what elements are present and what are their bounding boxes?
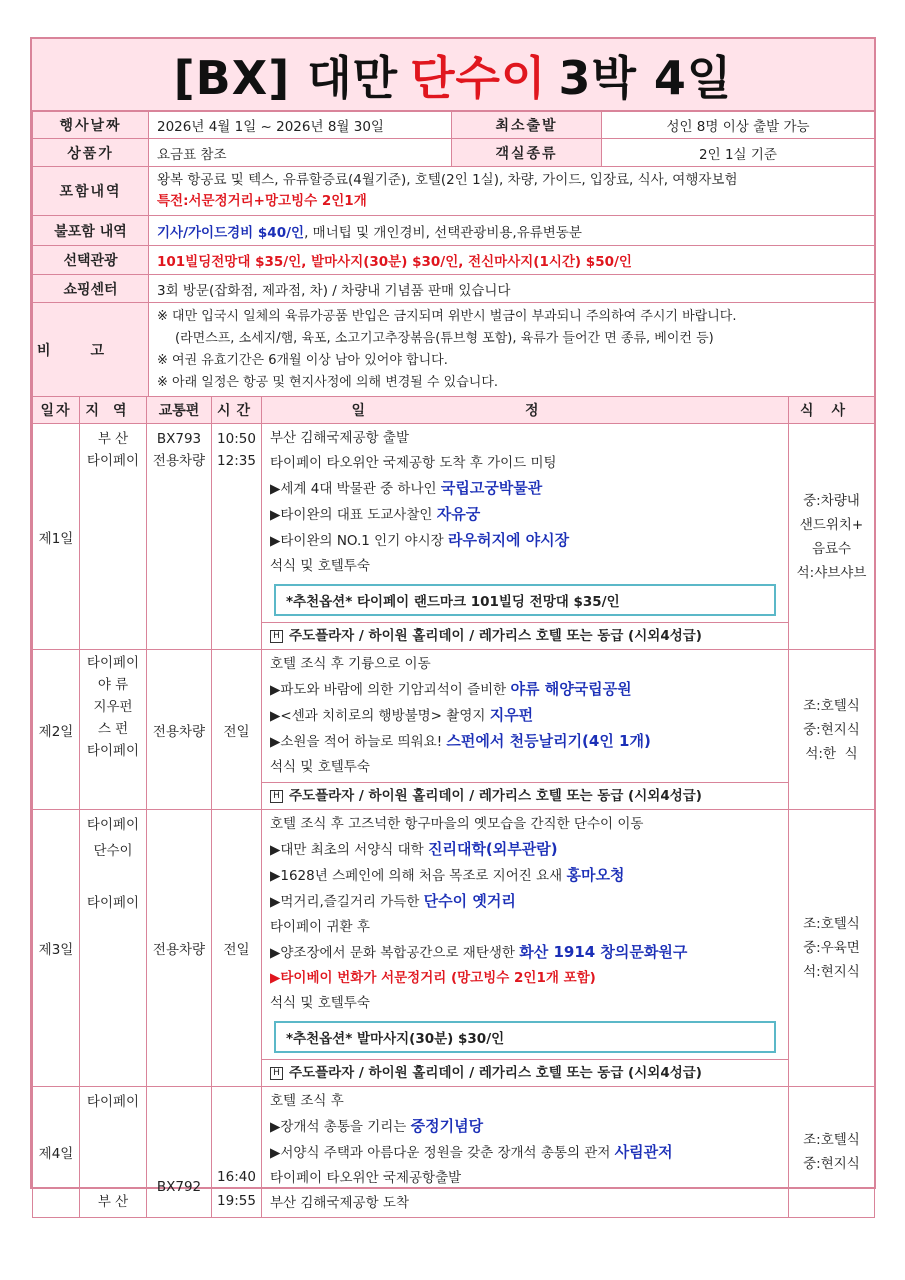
plan-line: 호텔 조식 후 xyxy=(270,1093,344,1109)
min-depart-label: 최소출발 xyxy=(452,112,602,139)
region: 부 산 xyxy=(97,1194,129,1210)
day3-time: 전일 xyxy=(212,810,262,1087)
plan-line: ▶파도와 바람에 의한 기암괴석이 즐비한 야류 해양국립공원 xyxy=(270,680,632,698)
day3-meals: 조:호텔식 중:우육면 석:현지식 xyxy=(789,810,875,1087)
title-prefix: [BX] 대만 xyxy=(173,50,399,105)
date-label: 행사날짜 xyxy=(33,112,149,139)
highlight-place: 중정기념당 xyxy=(410,1117,484,1135)
title-suffix: 3박 4일 xyxy=(558,50,733,105)
schedule-table xyxy=(32,396,875,1218)
price-value: 요금표 참조 xyxy=(149,139,452,167)
notes-label: 비고 xyxy=(33,303,149,398)
note-line: ※ 여권 유효기간은 6개월 이상 남아 있어야 합니다. xyxy=(157,353,448,368)
plan-line: ▶먹거리,즐길거리 가득한 단수이 옛거리 xyxy=(270,892,516,910)
header-region: 지역 xyxy=(80,397,147,424)
day1-meals: 중:차량내 샌드위치+ 음료수 석:샤브샤브 xyxy=(789,424,875,650)
shopping-value: 3회 방문(잡화점, 제과점, 차) / 차량내 기념품 판매 있습니다 xyxy=(149,275,875,303)
price-label: 상품가 xyxy=(33,139,149,167)
included-line: 왕복 항공료 및 텍스, 유류할증료(4월기준), 호텔(2인 1실), 차량, 가이드, 입장료, 식사, 여행자보험 xyxy=(157,172,738,188)
header-transport: 교통편 xyxy=(147,397,212,424)
hotel-line: H 주도플라자 / 하이원 홀리데이 / 레가리스 호텔 또는 동급 (시외4성급) xyxy=(262,782,788,809)
info-row-excluded xyxy=(33,216,875,246)
region: 타이페이 xyxy=(86,743,140,759)
hotel-icon: H xyxy=(270,790,283,803)
day2-regions xyxy=(80,650,147,810)
options-value: 101빌딩전망대 $35/인, 발마사지(30분) $30/인, 전신마사지(1시간) $50/인 xyxy=(149,246,875,275)
info-row-shopping xyxy=(33,275,875,303)
day4-meals: 조:호텔식 중:현지식 xyxy=(789,1087,875,1218)
min-depart-value: 성인 8명 이상 출발 가능 xyxy=(602,112,875,139)
region: 야 류 xyxy=(97,677,129,693)
plan-line: ▶대만 최초의 서양식 대학 진리대학(외부관람) xyxy=(270,840,558,858)
plan-line: ▶세계 4대 박물관 중 하나인 국립고궁박물관 xyxy=(270,479,543,497)
region: 스 펀 xyxy=(97,721,129,737)
day2-label: 제2일 xyxy=(33,650,80,810)
highlight-place: 단수이 옛거리 xyxy=(423,892,516,910)
hotel-icon: H xyxy=(270,630,283,643)
header-day: 일자 xyxy=(33,397,80,424)
region: 단수이 xyxy=(93,843,133,859)
excluded-label: 불포함 내역 xyxy=(33,216,149,246)
info-row-included xyxy=(33,167,875,216)
plan-line: ▶장개석 총통을 기리는 중정기념당 xyxy=(270,1117,484,1135)
day4-transport: BX792 xyxy=(147,1087,212,1218)
included-benefit: 특전:서문정거리+망고빙수 2인1개 xyxy=(157,193,367,209)
highlight-place: 자유궁 xyxy=(436,505,481,523)
plan-line: 호텔 조식 후 고즈넉한 항구마을의 옛모습을 간직한 단수이 이동 xyxy=(270,816,644,832)
day1-label: 제1일 xyxy=(33,424,80,650)
day4-plan xyxy=(262,1087,789,1218)
info-row-date xyxy=(33,112,875,139)
day4-regions xyxy=(80,1087,147,1218)
title-highlight: 단수이 xyxy=(410,50,547,105)
highlight-place: 화산 1914 창의문화원구 xyxy=(519,943,688,961)
plan-line: ▶1628년 스페인에 의해 처음 목조로 지어진 요새 홍마오청 xyxy=(270,866,625,884)
header-plan: 일정 xyxy=(262,397,789,424)
plan-line: ▶소원을 적어 하늘로 띄워요! 스펀에서 천등날리기(4인 1개) xyxy=(270,732,651,750)
options-label: 선택관광 xyxy=(33,246,149,275)
time: 10:50 xyxy=(217,431,256,447)
excluded-guide-fee: 기사/가이드경비 $40/인 xyxy=(157,224,305,241)
room-label: 객실종류 xyxy=(452,139,602,167)
day3-regions xyxy=(80,810,147,1087)
day1-times xyxy=(212,424,262,650)
day2-plan xyxy=(262,650,789,810)
time: 12:35 xyxy=(217,453,256,469)
region: 지우펀 xyxy=(93,699,133,715)
day1-regions xyxy=(80,424,147,650)
day1-transport xyxy=(147,424,212,650)
day2-row xyxy=(33,650,875,810)
plan-line: 타이페이 귀환 후 xyxy=(270,919,370,935)
day3-label: 제3일 xyxy=(33,810,80,1087)
schedule-header-row xyxy=(33,397,875,424)
highlight-place: 사림관저 xyxy=(614,1143,673,1161)
region: 타이페이 xyxy=(86,655,140,671)
day3-row xyxy=(33,810,875,1087)
plan-line-special: ▶타이베이 번화가 서문정거리 (망고빙수 2인1개 포함) xyxy=(270,970,596,986)
plan-line: 부산 김해국제공항 출발 xyxy=(270,430,409,446)
header-meal: 식사 xyxy=(789,397,875,424)
plan-line: ▶서양식 주택과 아름다운 정원을 갖춘 장개석 총통의 관저 사림관저 xyxy=(270,1143,673,1161)
included-label: 포함내역 xyxy=(33,167,149,216)
plan-line: ▶<센과 치히로의 행방불명> 촬영지 지우펀 xyxy=(270,706,534,724)
region: 타이페이 xyxy=(86,453,140,469)
info-row-price xyxy=(33,139,875,167)
plan-line: ▶타이완의 NO.1 인기 야시장 라우허지에 야시장 xyxy=(270,531,570,549)
shopping-label: 쇼핑센터 xyxy=(33,275,149,303)
region: 타이페이 xyxy=(86,817,140,833)
day2-time: 전일 xyxy=(212,650,262,810)
hotel-line: H 주도플라자 / 하이원 홀리데이 / 레가리스 호텔 또는 동급 (시외4성급) xyxy=(262,622,788,649)
region: 부 산 xyxy=(97,431,129,447)
hotel-icon: H xyxy=(270,1067,283,1080)
day4-row xyxy=(33,1087,875,1218)
day1-row xyxy=(33,424,875,650)
notes-value xyxy=(149,303,875,398)
day4-times xyxy=(212,1087,262,1218)
note-line: (라면스프, 소세지/햄, 육포, 소고기고추장볶음(튜브형 포함), 육류가 들어간 면 종류, 베이컨 등) xyxy=(175,331,714,346)
transport: 전용차량 xyxy=(152,453,206,469)
included-value xyxy=(149,167,875,216)
plan-line: 부산 김해국제공항 도착 xyxy=(270,1195,409,1211)
day2-transport: 전용차량 xyxy=(147,650,212,810)
highlight-place: 지우펀 xyxy=(489,706,534,724)
plan-line: 타이페이 타오위안 국제공항출발 xyxy=(270,1170,462,1186)
excluded-value xyxy=(149,216,875,246)
plan-line: 호텔 조식 후 기륭으로 이동 xyxy=(270,656,431,672)
flight-number: BX793 xyxy=(156,431,202,447)
info-row-notes xyxy=(33,303,875,398)
day3-transport: 전용차량 xyxy=(147,810,212,1087)
plan-line: 석식 및 호텔투숙 xyxy=(270,558,370,574)
highlight-place: 국립고궁박물관 xyxy=(440,479,543,497)
plan-line: 석식 및 호텔투숙 xyxy=(270,759,370,775)
region: 타이페이 xyxy=(86,895,140,911)
highlight-place: 진리대학(외부관람) xyxy=(427,840,558,858)
day1-plan xyxy=(262,424,789,650)
highlight-place: 야류 해양국립공원 xyxy=(510,680,632,698)
page-title xyxy=(32,39,874,111)
room-value: 2인 1실 기준 xyxy=(602,139,875,167)
date-value: 2026년 4월 1일 ~ 2026년 8월 30일 xyxy=(149,112,452,139)
day2-meals: 조:호텔식 중:현지식 석:한 식 xyxy=(789,650,875,810)
time: 19:55 xyxy=(217,1193,256,1209)
plan-line: 석식 및 호텔투숙 xyxy=(270,995,370,1011)
plan-line: ▶양조장에서 문화 복합공간으로 재탄생한 화산 1914 창의문화원구 xyxy=(270,943,688,961)
day3-plan xyxy=(262,810,789,1087)
recommended-option-box: *추천옵션* 발마사지(30분) $30/인 xyxy=(274,1021,776,1053)
note-line: ※ 대만 입국시 일체의 육류가공품 반입은 금지되며 위반시 벌금이 부과되니 주의하여 주시기 바랍니다. xyxy=(157,309,737,324)
highlight-place: 홍마오청 xyxy=(566,866,625,884)
info-table xyxy=(32,111,875,398)
header-time: 시간 xyxy=(212,397,262,424)
info-row-options xyxy=(33,246,875,275)
highlight-place: 라우허지에 야시장 xyxy=(447,531,570,549)
excluded-rest: , 매너팁 및 개인경비, 선택관광비용,유류변동분 xyxy=(304,224,582,241)
plan-line: ▶타이완의 대표 도교사찰인 자유궁 xyxy=(270,505,481,523)
time: 16:40 xyxy=(217,1169,256,1185)
note-line: ※ 아래 일정은 항공 및 현지사정에 의해 변경될 수 있습니다. xyxy=(157,375,499,390)
plan-line: 타이페이 타오위안 국제공항 도착 후 가이드 미팅 xyxy=(270,455,557,471)
recommended-option-box: *추천옵션* 타이페이 랜드마크 101빌딩 전망대 $35/인 xyxy=(274,584,776,616)
hotel-line: H 주도플라자 / 하이원 홀리데이 / 레가리스 호텔 또는 동급 (시외4성급) xyxy=(262,1059,788,1086)
day4-label: 제4일 xyxy=(33,1087,80,1218)
region: 타이페이 xyxy=(86,1094,140,1110)
highlight-place: 스펀에서 천등날리기(4인 1개) xyxy=(446,732,651,750)
